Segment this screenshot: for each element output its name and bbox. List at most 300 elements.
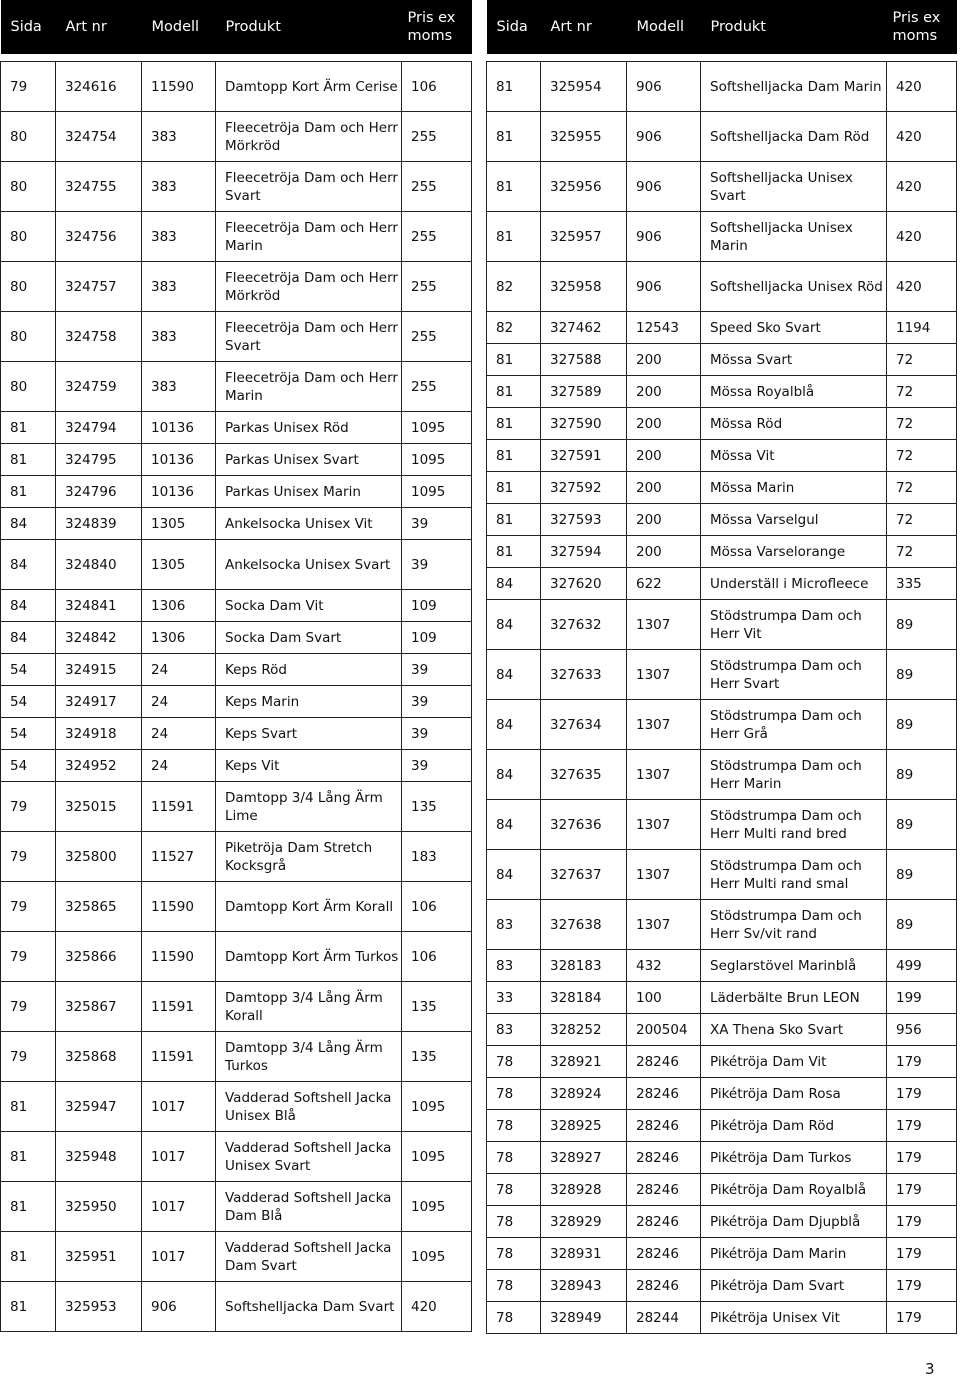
cell-artnr: 325948 bbox=[56, 1132, 142, 1182]
header-pris: Pris ex moms bbox=[402, 0, 472, 54]
cell-sida: 79 bbox=[1, 932, 56, 982]
cell-artnr: 327593 bbox=[541, 504, 627, 536]
cell-modell: 11591 bbox=[142, 1032, 216, 1082]
cell-pris: 255 bbox=[402, 212, 472, 262]
cell-produkt: Keps Vit bbox=[216, 750, 402, 782]
page-number: 3 bbox=[925, 1360, 935, 1378]
cell-produkt: Seglarstövel Marinblå bbox=[701, 950, 887, 982]
cell-pris: 1194 bbox=[887, 312, 957, 344]
cell-sida: 78 bbox=[487, 1174, 541, 1206]
table-row bbox=[1, 782, 472, 832]
cell-artnr: 325958 bbox=[541, 262, 627, 312]
table-row bbox=[487, 262, 957, 312]
cell-sida: 81 bbox=[487, 472, 541, 504]
cell-artnr: 327638 bbox=[541, 900, 627, 950]
table-row bbox=[487, 1046, 957, 1078]
cell-pris: 89 bbox=[887, 700, 957, 750]
cell-produkt: Mössa Royalblå bbox=[701, 376, 887, 408]
table-row bbox=[487, 62, 957, 112]
cell-sida: 81 bbox=[1, 1232, 56, 1282]
cell-modell: 28246 bbox=[627, 1046, 701, 1078]
cell-pris: 39 bbox=[402, 686, 472, 718]
table-row bbox=[1, 750, 472, 782]
cell-pris: 106 bbox=[402, 932, 472, 982]
table-row bbox=[1, 476, 472, 508]
table-row bbox=[487, 1014, 957, 1046]
cell-modell: 1017 bbox=[142, 1132, 216, 1182]
table-row bbox=[487, 1078, 957, 1110]
cell-pris: 179 bbox=[887, 1206, 957, 1238]
cell-produkt: Mössa Svart bbox=[701, 344, 887, 376]
cell-modell: 383 bbox=[142, 312, 216, 362]
cell-produkt: Pikétröja Dam Royalblå bbox=[701, 1174, 887, 1206]
cell-sida: 54 bbox=[1, 750, 56, 782]
cell-modell: 383 bbox=[142, 162, 216, 212]
table-row bbox=[487, 408, 957, 440]
cell-pris: 199 bbox=[887, 982, 957, 1014]
cell-pris: 255 bbox=[402, 312, 472, 362]
cell-produkt: Piketröja Dam Stretch Kocksgrå bbox=[216, 832, 402, 882]
cell-modell: 906 bbox=[627, 262, 701, 312]
cell-modell: 11591 bbox=[142, 982, 216, 1032]
cell-artnr: 325866 bbox=[56, 932, 142, 982]
cell-modell: 28246 bbox=[627, 1270, 701, 1302]
table-row bbox=[1, 508, 472, 540]
cell-produkt: Fleecetröja Dam och Herr Mörkröd bbox=[216, 112, 402, 162]
table-row bbox=[487, 1206, 957, 1238]
cell-artnr: 325865 bbox=[56, 882, 142, 932]
cell-modell: 200 bbox=[627, 504, 701, 536]
table-row bbox=[1, 362, 472, 412]
cell-sida: 81 bbox=[487, 536, 541, 568]
cell-sida: 79 bbox=[1, 982, 56, 1032]
table-row bbox=[1, 622, 472, 654]
cell-artnr: 325868 bbox=[56, 1032, 142, 1082]
header-artnr: Art nr bbox=[541, 0, 627, 54]
cell-modell: 200504 bbox=[627, 1014, 701, 1046]
table-row bbox=[487, 376, 957, 408]
cell-pris: 39 bbox=[402, 718, 472, 750]
table-row bbox=[487, 1142, 957, 1174]
cell-produkt: Damtopp 3/4 Lång Ärm Korall bbox=[216, 982, 402, 1032]
cell-produkt: Speed Sko Svart bbox=[701, 312, 887, 344]
cell-produkt: Damtopp Kort Ärm Cerise bbox=[216, 62, 402, 112]
left-price-table bbox=[0, 0, 472, 1332]
cell-modell: 383 bbox=[142, 212, 216, 262]
cell-artnr: 325015 bbox=[56, 782, 142, 832]
cell-sida: 83 bbox=[487, 950, 541, 982]
cell-pris: 179 bbox=[887, 1046, 957, 1078]
cell-sida: 80 bbox=[1, 212, 56, 262]
cell-sida: 81 bbox=[1, 444, 56, 476]
cell-sida: 84 bbox=[487, 800, 541, 850]
table-row bbox=[487, 504, 957, 536]
cell-modell: 1306 bbox=[142, 622, 216, 654]
cell-sida: 78 bbox=[487, 1142, 541, 1174]
cell-modell: 28246 bbox=[627, 1238, 701, 1270]
table-row bbox=[1, 1082, 472, 1132]
table-row bbox=[487, 950, 957, 982]
cell-modell: 200 bbox=[627, 344, 701, 376]
cell-modell: 24 bbox=[142, 718, 216, 750]
cell-artnr: 324796 bbox=[56, 476, 142, 508]
cell-pris: 179 bbox=[887, 1110, 957, 1142]
cell-artnr: 325956 bbox=[541, 162, 627, 212]
cell-produkt: Mössa Röd bbox=[701, 408, 887, 440]
cell-sida: 81 bbox=[1, 412, 56, 444]
cell-sida: 84 bbox=[487, 650, 541, 700]
cell-modell: 906 bbox=[627, 162, 701, 212]
cell-artnr: 324840 bbox=[56, 540, 142, 590]
table-row bbox=[487, 1302, 957, 1334]
cell-artnr: 327620 bbox=[541, 568, 627, 600]
cell-pris: 72 bbox=[887, 440, 957, 472]
table-row bbox=[487, 536, 957, 568]
cell-pris: 39 bbox=[402, 540, 472, 590]
cell-sida: 54 bbox=[1, 686, 56, 718]
cell-produkt: Vadderad Softshell Jacka Dam Svart bbox=[216, 1232, 402, 1282]
table-row bbox=[1, 1182, 472, 1232]
table-row bbox=[487, 162, 957, 212]
cell-pris: 1095 bbox=[402, 1132, 472, 1182]
cell-modell: 1307 bbox=[627, 600, 701, 650]
cell-modell: 28246 bbox=[627, 1174, 701, 1206]
cell-modell: 28246 bbox=[627, 1142, 701, 1174]
cell-pris: 255 bbox=[402, 362, 472, 412]
cell-pris: 72 bbox=[887, 504, 957, 536]
cell-artnr: 327634 bbox=[541, 700, 627, 750]
table-row bbox=[487, 1110, 957, 1142]
cell-modell: 11590 bbox=[142, 932, 216, 982]
cell-modell: 1307 bbox=[627, 850, 701, 900]
cell-pris: 255 bbox=[402, 162, 472, 212]
cell-pris: 89 bbox=[887, 600, 957, 650]
cell-sida: 81 bbox=[487, 62, 541, 112]
cell-pris: 135 bbox=[402, 982, 472, 1032]
table-row bbox=[1, 590, 472, 622]
table-row bbox=[487, 312, 957, 344]
cell-pris: 39 bbox=[402, 750, 472, 782]
cell-pris: 89 bbox=[887, 900, 957, 950]
cell-produkt: Keps Svart bbox=[216, 718, 402, 750]
cell-produkt: Damtopp 3/4 Lång Ärm Lime bbox=[216, 782, 402, 832]
cell-sida: 81 bbox=[487, 344, 541, 376]
cell-produkt: Softshelljacka Unisex Röd bbox=[701, 262, 887, 312]
cell-sida: 84 bbox=[1, 622, 56, 654]
cell-artnr: 324795 bbox=[56, 444, 142, 476]
cell-artnr: 328931 bbox=[541, 1238, 627, 1270]
table-row bbox=[487, 1174, 957, 1206]
cell-sida: 81 bbox=[1, 1282, 56, 1332]
cell-sida: 84 bbox=[487, 600, 541, 650]
cell-artnr: 328925 bbox=[541, 1110, 627, 1142]
cell-artnr: 324918 bbox=[56, 718, 142, 750]
cell-artnr: 324915 bbox=[56, 654, 142, 686]
cell-produkt: Pikétröja Dam Djupblå bbox=[701, 1206, 887, 1238]
cell-modell: 383 bbox=[142, 112, 216, 162]
cell-modell: 1307 bbox=[627, 750, 701, 800]
cell-sida: 80 bbox=[1, 262, 56, 312]
cell-produkt: Stödstrumpa Dam och Herr Vit bbox=[701, 600, 887, 650]
cell-modell: 24 bbox=[142, 686, 216, 718]
cell-modell: 383 bbox=[142, 362, 216, 412]
cell-artnr: 325800 bbox=[56, 832, 142, 882]
cell-produkt: Fleecetröja Dam och Herr Svart bbox=[216, 312, 402, 362]
cell-sida: 84 bbox=[487, 568, 541, 600]
cell-produkt: Stödstrumpa Dam och Herr Grå bbox=[701, 700, 887, 750]
cell-sida: 84 bbox=[1, 540, 56, 590]
cell-artnr: 325950 bbox=[56, 1182, 142, 1232]
table-row bbox=[1, 312, 472, 362]
cell-sida: 81 bbox=[487, 112, 541, 162]
cell-modell: 200 bbox=[627, 536, 701, 568]
cell-pris: 1095 bbox=[402, 444, 472, 476]
table-row bbox=[1, 212, 472, 262]
cell-produkt: Pikétröja Dam Turkos bbox=[701, 1142, 887, 1174]
cell-modell: 28246 bbox=[627, 1110, 701, 1142]
table-row bbox=[1, 412, 472, 444]
cell-artnr: 324758 bbox=[56, 312, 142, 362]
cell-pris: 72 bbox=[887, 376, 957, 408]
cell-artnr: 327635 bbox=[541, 750, 627, 800]
table-row bbox=[487, 650, 957, 700]
table-row bbox=[1, 112, 472, 162]
cell-artnr: 324841 bbox=[56, 590, 142, 622]
table-row bbox=[487, 900, 957, 950]
table-row bbox=[1, 718, 472, 750]
cell-modell: 383 bbox=[142, 262, 216, 312]
cell-produkt: Parkas Unisex Röd bbox=[216, 412, 402, 444]
cell-produkt: Socka Dam Svart bbox=[216, 622, 402, 654]
cell-artnr: 328184 bbox=[541, 982, 627, 1014]
cell-produkt: Damtopp 3/4 Lång Ärm Turkos bbox=[216, 1032, 402, 1082]
cell-modell: 28246 bbox=[627, 1078, 701, 1110]
cell-produkt: Stödstrumpa Dam och Herr Multi rand smal bbox=[701, 850, 887, 900]
header-modell: Modell bbox=[142, 0, 216, 54]
table-row bbox=[1, 686, 472, 718]
table-row bbox=[487, 472, 957, 504]
cell-sida: 84 bbox=[1, 508, 56, 540]
cell-artnr: 325955 bbox=[541, 112, 627, 162]
cell-produkt: Ankelsocka Unisex Svart bbox=[216, 540, 402, 590]
table-row bbox=[1, 832, 472, 882]
cell-pris: 39 bbox=[402, 654, 472, 686]
cell-sida: 84 bbox=[1, 590, 56, 622]
cell-sida: 78 bbox=[487, 1078, 541, 1110]
cell-sida: 81 bbox=[1, 1182, 56, 1232]
cell-artnr: 328921 bbox=[541, 1046, 627, 1078]
cell-artnr: 325867 bbox=[56, 982, 142, 1032]
table-header bbox=[487, 0, 957, 54]
cell-pris: 420 bbox=[887, 262, 957, 312]
cell-produkt: Parkas Unisex Svart bbox=[216, 444, 402, 476]
cell-pris: 89 bbox=[887, 650, 957, 700]
cell-artnr: 324794 bbox=[56, 412, 142, 444]
cell-artnr: 327591 bbox=[541, 440, 627, 472]
cell-pris: 106 bbox=[402, 62, 472, 112]
cell-pris: 89 bbox=[887, 750, 957, 800]
cell-pris: 420 bbox=[887, 162, 957, 212]
cell-pris: 72 bbox=[887, 472, 957, 504]
cell-modell: 100 bbox=[627, 982, 701, 1014]
cell-pris: 1095 bbox=[402, 1232, 472, 1282]
table-row bbox=[487, 800, 957, 850]
cell-artnr: 327462 bbox=[541, 312, 627, 344]
cell-modell: 200 bbox=[627, 472, 701, 504]
cell-sida: 84 bbox=[487, 850, 541, 900]
cell-pris: 89 bbox=[887, 800, 957, 850]
cell-sida: 80 bbox=[1, 362, 56, 412]
cell-artnr: 328924 bbox=[541, 1078, 627, 1110]
cell-artnr: 328183 bbox=[541, 950, 627, 982]
cell-produkt: Ankelsocka Unisex Vit bbox=[216, 508, 402, 540]
cell-sida: 81 bbox=[487, 212, 541, 262]
table-row bbox=[1, 1232, 472, 1282]
cell-modell: 1305 bbox=[142, 508, 216, 540]
cell-sida: 79 bbox=[1, 782, 56, 832]
cell-sida: 80 bbox=[1, 112, 56, 162]
cell-modell: 906 bbox=[627, 212, 701, 262]
cell-produkt: Mössa Varselgul bbox=[701, 504, 887, 536]
cell-sida: 79 bbox=[1, 832, 56, 882]
cell-pris: 89 bbox=[887, 850, 957, 900]
cell-modell: 1017 bbox=[142, 1082, 216, 1132]
cell-pris: 179 bbox=[887, 1270, 957, 1302]
cell-sida: 82 bbox=[487, 312, 541, 344]
cell-modell: 906 bbox=[627, 112, 701, 162]
cell-pris: 179 bbox=[887, 1302, 957, 1334]
cell-sida: 78 bbox=[487, 1270, 541, 1302]
cell-pris: 1095 bbox=[402, 1182, 472, 1232]
cell-sida: 81 bbox=[1, 476, 56, 508]
cell-modell: 1307 bbox=[627, 800, 701, 850]
cell-modell: 1305 bbox=[142, 540, 216, 590]
table-row bbox=[1, 444, 472, 476]
cell-sida: 78 bbox=[487, 1110, 541, 1142]
cell-pris: 135 bbox=[402, 1032, 472, 1082]
cell-artnr: 328252 bbox=[541, 1014, 627, 1046]
cell-sida: 83 bbox=[487, 1014, 541, 1046]
cell-artnr: 325947 bbox=[56, 1082, 142, 1132]
table-row bbox=[487, 440, 957, 472]
cell-artnr: 327590 bbox=[541, 408, 627, 440]
cell-sida: 81 bbox=[487, 162, 541, 212]
right-price-table bbox=[486, 0, 957, 1334]
cell-modell: 12543 bbox=[627, 312, 701, 344]
cell-pris: 183 bbox=[402, 832, 472, 882]
cell-pris: 1095 bbox=[402, 476, 472, 508]
cell-artnr: 325953 bbox=[56, 1282, 142, 1332]
cell-pris: 72 bbox=[887, 344, 957, 376]
cell-modell: 200 bbox=[627, 376, 701, 408]
table-row bbox=[487, 344, 957, 376]
cell-pris: 109 bbox=[402, 590, 472, 622]
cell-artnr: 327588 bbox=[541, 344, 627, 376]
cell-produkt: Vadderad Softshell Jacka Dam Blå bbox=[216, 1182, 402, 1232]
cell-produkt: Socka Dam Vit bbox=[216, 590, 402, 622]
cell-produkt: Stödstrumpa Dam och Herr Marin bbox=[701, 750, 887, 800]
cell-produkt: Softshelljacka Dam Svart bbox=[216, 1282, 402, 1332]
header-sida: Sida bbox=[1, 0, 56, 54]
cell-sida: 54 bbox=[1, 654, 56, 686]
cell-sida: 83 bbox=[487, 900, 541, 950]
table-row bbox=[1, 982, 472, 1032]
cell-sida: 81 bbox=[1, 1082, 56, 1132]
header-produkt: Produkt bbox=[701, 0, 887, 54]
cell-pris: 179 bbox=[887, 1078, 957, 1110]
cell-sida: 81 bbox=[487, 376, 541, 408]
header-modell: Modell bbox=[627, 0, 701, 54]
cell-produkt: Pikétröja Dam Marin bbox=[701, 1238, 887, 1270]
cell-produkt: Keps Röd bbox=[216, 654, 402, 686]
table-header bbox=[1, 0, 472, 54]
cell-modell: 1306 bbox=[142, 590, 216, 622]
cell-pris: 956 bbox=[887, 1014, 957, 1046]
cell-sida: 78 bbox=[487, 1302, 541, 1334]
cell-artnr: 325957 bbox=[541, 212, 627, 262]
cell-sida: 81 bbox=[487, 408, 541, 440]
cell-modell: 200 bbox=[627, 408, 701, 440]
cell-produkt: Vadderad Softshell Jacka Unisex Blå bbox=[216, 1082, 402, 1132]
cell-modell: 11591 bbox=[142, 782, 216, 832]
cell-produkt: Pikétröja Dam Röd bbox=[701, 1110, 887, 1142]
cell-artnr: 324754 bbox=[56, 112, 142, 162]
cell-modell: 24 bbox=[142, 750, 216, 782]
cell-produkt: Stödstrumpa Dam och Herr Svart bbox=[701, 650, 887, 700]
cell-sida: 79 bbox=[1, 1032, 56, 1082]
cell-produkt: Softshelljacka Dam Röd bbox=[701, 112, 887, 162]
cell-modell: 622 bbox=[627, 568, 701, 600]
table-row bbox=[487, 1270, 957, 1302]
table-row bbox=[1, 1032, 472, 1082]
cell-produkt: Fleecetröja Dam och Herr Marin bbox=[216, 212, 402, 262]
cell-artnr: 324759 bbox=[56, 362, 142, 412]
cell-modell: 11590 bbox=[142, 62, 216, 112]
cell-produkt: Softshelljacka Unisex Marin bbox=[701, 212, 887, 262]
cell-sida: 81 bbox=[1, 1132, 56, 1182]
table-row bbox=[487, 750, 957, 800]
header-produkt: Produkt bbox=[216, 0, 402, 54]
table-row bbox=[487, 568, 957, 600]
cell-pris: 39 bbox=[402, 508, 472, 540]
table-row bbox=[1, 540, 472, 590]
cell-produkt: Pikétröja Dam Svart bbox=[701, 1270, 887, 1302]
table-row bbox=[1, 932, 472, 982]
cell-pris: 179 bbox=[887, 1238, 957, 1270]
cell-produkt: Parkas Unisex Marin bbox=[216, 476, 402, 508]
cell-artnr: 324757 bbox=[56, 262, 142, 312]
cell-sida: 79 bbox=[1, 882, 56, 932]
cell-modell: 28246 bbox=[627, 1206, 701, 1238]
cell-artnr: 328943 bbox=[541, 1270, 627, 1302]
cell-pris: 1095 bbox=[402, 1082, 472, 1132]
cell-pris: 72 bbox=[887, 536, 957, 568]
cell-artnr: 328928 bbox=[541, 1174, 627, 1206]
cell-pris: 179 bbox=[887, 1142, 957, 1174]
table-row bbox=[487, 1238, 957, 1270]
cell-artnr: 325951 bbox=[56, 1232, 142, 1282]
cell-sida: 78 bbox=[487, 1046, 541, 1078]
cell-produkt: Softshelljacka Dam Marin bbox=[701, 62, 887, 112]
cell-artnr: 324616 bbox=[56, 62, 142, 112]
cell-modell: 11590 bbox=[142, 882, 216, 932]
cell-modell: 200 bbox=[627, 440, 701, 472]
cell-produkt: Pikétröja Dam Vit bbox=[701, 1046, 887, 1078]
cell-sida: 78 bbox=[487, 1206, 541, 1238]
table-row bbox=[487, 982, 957, 1014]
cell-modell: 1307 bbox=[627, 900, 701, 950]
cell-pris: 255 bbox=[402, 262, 472, 312]
